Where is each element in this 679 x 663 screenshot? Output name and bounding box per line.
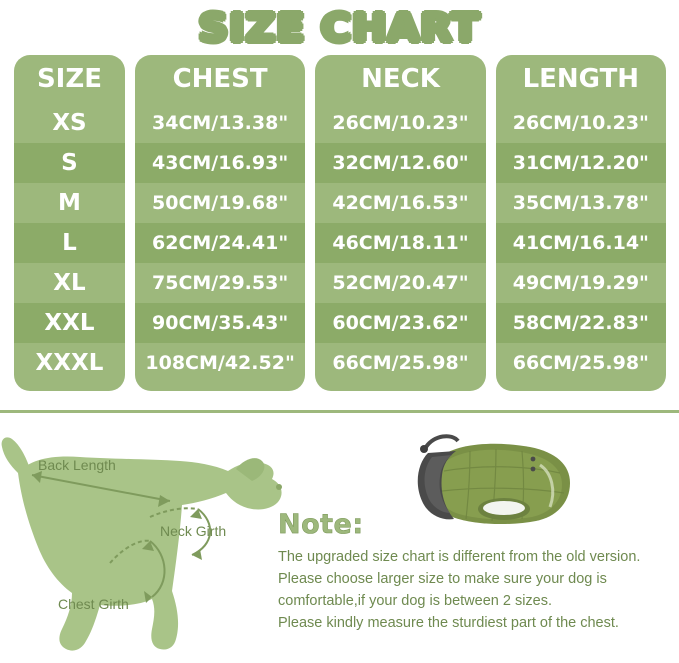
column-header-size: SIZE: [36, 64, 102, 94]
table-cell-size: L: [14, 223, 125, 263]
label-chest-girth: Chest Girth: [58, 596, 129, 612]
table-cell-neck: 32CM/12.60": [315, 143, 485, 183]
table-cell-size: XXL: [14, 303, 125, 343]
table-cell-length: 26CM/10.23": [512, 112, 649, 134]
table-cell-length: 35CM/13.78": [512, 192, 649, 214]
table-cell-length: 31CM/12.20": [496, 143, 666, 183]
table-cell-chest: 43CM/16.93": [135, 143, 305, 183]
table-cell-chest: 90CM/35.43": [135, 303, 305, 343]
label-back-length: Back Length: [38, 457, 116, 473]
bottom-section: [0, 413, 679, 663]
table-cell-neck: 60CM/23.62": [315, 303, 485, 343]
table-cell-neck: 26CM/10.23": [332, 112, 469, 134]
note-block: [278, 509, 678, 634]
column-header-length: LENGTH: [522, 64, 640, 94]
note-line: comfortable,if your dog is between 2 sizes.: [278, 593, 553, 609]
table-column-neck: [315, 55, 485, 391]
table-cell-length: 58CM/22.83": [496, 303, 666, 343]
table-cell-neck: 52CM/20.47": [332, 272, 469, 294]
label-neck-girth: Neck Girth: [160, 523, 227, 539]
table-column-length: [496, 55, 666, 391]
table-cell-length: 49CM/19.29": [512, 272, 649, 294]
note-line: Please choose larger size to make sure your dog is: [278, 571, 607, 587]
table-cell-length: 66CM/25.98": [512, 352, 649, 374]
table-cell-chest: 75CM/29.53": [152, 272, 289, 294]
table-cell-neck: 42CM/16.53": [332, 192, 469, 214]
page-title-wrapper: [0, 6, 679, 50]
note-heading: Note:: [278, 509, 364, 540]
table-cell-neck: 46CM/18.11": [315, 223, 485, 263]
table-column-chest: [135, 55, 305, 391]
table-cell-size: XL: [53, 270, 86, 296]
table-cell-size: XS: [52, 110, 87, 136]
page-title: SIZE CHART: [198, 6, 481, 50]
table-cell-size: XXXL: [35, 350, 104, 376]
table-cell-size: S: [14, 143, 125, 183]
table-cell-neck: 66CM/25.98": [332, 352, 469, 374]
table-cell-chest: 62CM/24.41": [135, 223, 305, 263]
table-cell-chest: 34CM/13.38": [152, 112, 289, 134]
table-cell-size: M: [58, 190, 81, 216]
column-header-neck: NECK: [361, 64, 440, 94]
table-cell-length: 41CM/16.14": [496, 223, 666, 263]
column-header-chest: CHEST: [172, 64, 268, 94]
table-column-size: [14, 55, 125, 391]
size-chart-table: [14, 55, 666, 391]
note-line: The upgraded size chart is different from the old version.: [278, 549, 641, 565]
table-cell-chest: 50CM/19.68": [152, 192, 289, 214]
dog-measurement-illustration: [0, 413, 290, 663]
table-cell-chest: 108CM/42.52": [145, 352, 295, 374]
note-line: Please kindly measure the sturdiest part of the chest.: [278, 615, 619, 631]
